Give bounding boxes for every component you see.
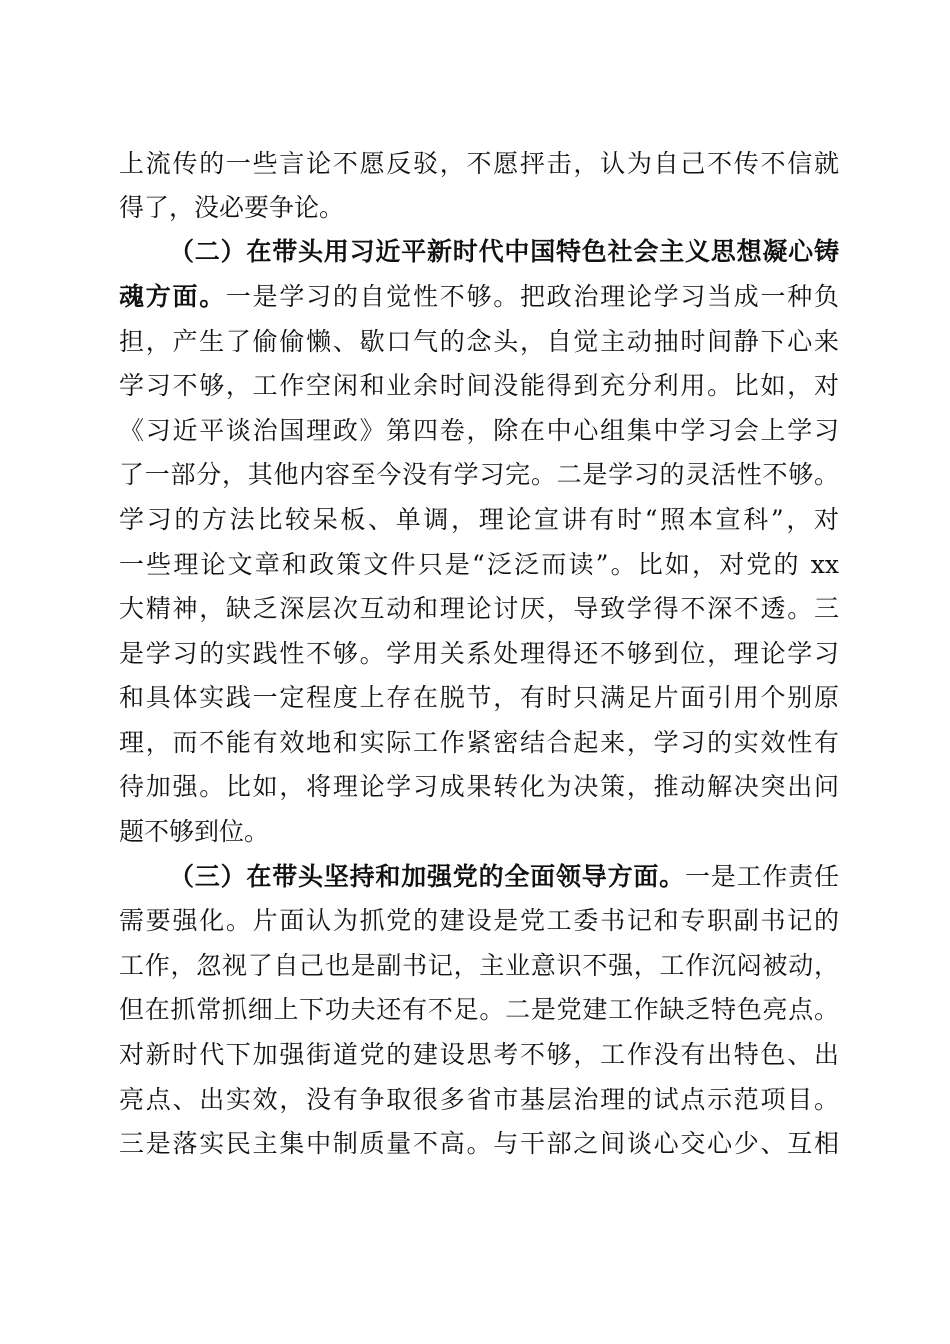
text-line: 大精神，缺乏深层次互动和理论讨厌，导致学得不深不透。三	[119, 594, 839, 623]
section-heading-3	[169, 857, 839, 897]
body-text: 一是学习的自觉性不够。把政治理论学习当成一种负	[225, 282, 839, 311]
text-line: 《习近平谈治国理政》第四卷，除在中心组集中学习会上学习	[119, 416, 839, 445]
text-line	[119, 277, 839, 317]
heading-text: 魂方面。	[119, 282, 226, 311]
body-text: 一是工作责任	[684, 862, 839, 891]
text-line: 需要强化。片面认为抓党的建设是党工委书记和专职副书记的	[119, 906, 839, 935]
text-line: 理，而不能有效地和实际工作紧密结合起来，学习的实效性有	[119, 728, 839, 757]
text-line: 担，产生了偷偷懒、歇口气的念头，自觉主动抽时间静下心来	[119, 327, 839, 356]
text-line: 对新时代下加强街道党的建设思考不够，工作没有出特色、出	[119, 1040, 839, 1069]
text-line: 工作，忽视了自己也是副书记，主业意识不强，工作沉闷被动，	[119, 951, 839, 980]
heading-text: （三）在带头坚持和加强党的全面领导方面。	[169, 862, 685, 891]
text-line: 是学习的实践性不够。学用关系处理得还不够到位，理论学习	[119, 639, 839, 668]
text-line: 了一部分，其他内容至今没有学习完。二是学习的灵活性不够。	[119, 460, 839, 489]
text-line: 三是落实民主集中制质量不高。与干部之间谈心交心少、互相	[119, 1129, 839, 1158]
text-line: 学习的方法比较呆板、单调，理论宣讲有时“照本宣科”，对	[119, 505, 839, 534]
heading-text: （二）在带头用习近平新时代中国特色社会主义思想凝心铸	[169, 237, 839, 266]
section-heading-2	[169, 232, 839, 272]
text-line: 待加强。比如，将理论学习成果转化为决策，推动解决突出问	[119, 772, 839, 801]
text-line: 亮点、出实效，没有争取很多省市基层治理的试点示范项目。	[119, 1085, 839, 1114]
text-line: 学习不够，工作空闲和业余时间没能得到充分利用。比如，对	[119, 371, 839, 400]
text-line: 得了，没必要争论。	[119, 193, 345, 222]
text-line: 题不够到位。	[119, 817, 270, 846]
text-line: 和具体实践一定程度上存在脱节，有时只满足片面引用个别原	[119, 683, 839, 712]
text-line: 但在抓常抓细上下功夫还有不足。二是党建工作缺乏特色亮点。	[119, 995, 839, 1024]
text-line: 上流传的一些言论不愿反驳，不愿抨击，认为自己不传不信就	[119, 149, 839, 178]
text-line: 一些理论文章和政策文件只是“泛泛而读”。比如，对党的 xx	[119, 550, 839, 579]
